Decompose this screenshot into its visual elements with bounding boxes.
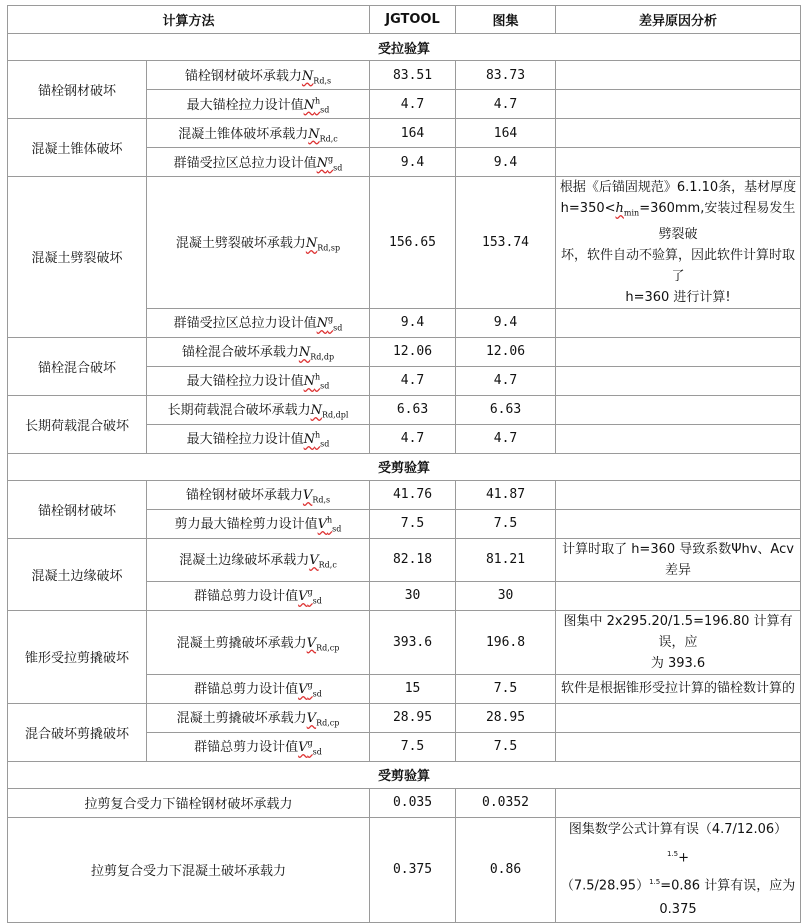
symbol-main: N xyxy=(316,155,329,171)
label-cell xyxy=(147,480,370,509)
symbol-main: V xyxy=(306,635,317,651)
label-text: 群锚受拉区总拉力设计值 xyxy=(173,316,317,332)
symbol-main: V xyxy=(309,553,319,569)
symbol-sup: g xyxy=(328,314,334,324)
label-cell xyxy=(147,610,370,674)
section-title-combined: 受剪验算 xyxy=(8,761,801,788)
formula-symbol xyxy=(307,636,340,651)
jgtool-value: 7.5 xyxy=(370,732,456,761)
symbol-sup: g xyxy=(307,587,313,597)
label-cell xyxy=(147,308,370,337)
analysis-cell xyxy=(556,366,801,395)
formula-symbol xyxy=(317,156,343,171)
analysis-cell xyxy=(556,480,801,509)
jgtool-value: 28.95 xyxy=(370,703,456,732)
label-text: 群锚总剪力设计值 xyxy=(194,589,299,605)
symbol-sub: Rd,c xyxy=(318,560,337,570)
analysis-cell xyxy=(556,817,801,923)
analysis-cell xyxy=(556,581,801,610)
symbol-sup: h xyxy=(315,96,321,106)
formula-symbol xyxy=(298,682,322,697)
analysis-cell xyxy=(556,395,801,424)
formula-symbol xyxy=(307,711,340,726)
symbol-main: N xyxy=(303,374,315,390)
formula-symbol xyxy=(308,127,338,142)
label-text: 群锚总剪力设计值 xyxy=(194,682,299,698)
label-cell xyxy=(147,703,370,732)
symbol-sub: Rd,s xyxy=(313,76,332,86)
analysis-cell xyxy=(556,788,801,817)
table-row xyxy=(8,61,801,90)
formula-symbol xyxy=(298,740,322,755)
category-cell: 锚栓混合破坏 xyxy=(8,337,147,395)
symbol-main: V xyxy=(298,682,308,698)
header-atlas: 图集 xyxy=(456,6,556,34)
symbol-sub: sd xyxy=(320,439,330,449)
analysis-cell xyxy=(556,177,801,309)
analysis-cell xyxy=(556,61,801,90)
jgtool-value: 30 xyxy=(370,581,456,610)
atlas-value: 4.7 xyxy=(456,366,556,395)
symbol-main: V xyxy=(298,740,308,756)
table-row xyxy=(8,119,801,148)
category-cell: 混合破坏剪撬破坏 xyxy=(8,703,147,761)
formula-symbol xyxy=(318,517,342,532)
label-text: 混凝土锥体破坏承载力 xyxy=(178,126,309,142)
label-text: 锚栓钢材破坏承载力 xyxy=(184,68,302,84)
label-text: 混凝土剪撬破坏承载力 xyxy=(176,635,307,651)
symbol-sub: sd xyxy=(312,689,322,699)
symbol-sub: Rd,dpl xyxy=(321,410,349,420)
atlas-value: 9.4 xyxy=(456,148,556,177)
symbol-sub: sd xyxy=(320,381,330,391)
symbol-sup: h xyxy=(315,430,321,440)
symbol-main: V xyxy=(306,711,317,727)
label-text: 最大锚栓拉力设计值 xyxy=(186,432,304,448)
symbol-sub: Rd,c xyxy=(319,134,338,144)
atlas-value: 4.7 xyxy=(456,90,556,119)
jgtool-value: 9.4 xyxy=(370,308,456,337)
jgtool-value: 41.76 xyxy=(370,480,456,509)
header-method: 计算方法 xyxy=(8,6,370,34)
symbol-main: h xyxy=(615,201,624,216)
table-row xyxy=(8,817,801,923)
atlas-value: 164 xyxy=(456,119,556,148)
note-exponent: 1.5 xyxy=(666,849,679,858)
label-cell xyxy=(147,61,370,90)
symbol-sup: h xyxy=(315,372,321,382)
note-fragment: （7.5/28.95） xyxy=(560,878,650,894)
label-cell xyxy=(147,90,370,119)
label-cell xyxy=(147,581,370,610)
label-cell xyxy=(147,424,370,453)
symbol-sub: min xyxy=(623,208,640,218)
analysis-cell xyxy=(556,337,801,366)
analysis-cell xyxy=(556,119,801,148)
atlas-value: 30 xyxy=(456,581,556,610)
atlas-value: 41.87 xyxy=(456,480,556,509)
note-line xyxy=(559,818,797,870)
symbol-sub: Rd,s xyxy=(312,495,331,505)
jgtool-value: 393.6 xyxy=(370,610,456,674)
atlas-value: 7.5 xyxy=(456,509,556,538)
symbol-sup: g xyxy=(307,680,313,690)
table-row xyxy=(8,395,801,424)
jgtool-value: 9.4 xyxy=(370,148,456,177)
symbol-sub: Rd,cp xyxy=(316,643,340,653)
formula-symbol xyxy=(304,432,330,447)
note-line: h=360 进行计算! xyxy=(625,289,731,305)
label-cell xyxy=(147,674,370,703)
note-line: 图集中 2x295.20/1.5=196.80 计算有误，应 xyxy=(563,613,793,650)
table-row xyxy=(8,337,801,366)
note-line: 根据《后锚固规范》6.1.10条，基材厚度 xyxy=(559,180,797,195)
symbol-sub: Rd,cp xyxy=(316,718,340,728)
jgtool-value: 4.7 xyxy=(370,90,456,119)
formula-symbol xyxy=(309,553,337,568)
category-cell: 锚栓钢材破坏 xyxy=(8,480,147,538)
symbol-main: N xyxy=(316,316,329,332)
jgtool-value: 15 xyxy=(370,674,456,703)
symbol-sup: g xyxy=(328,154,334,164)
label-text: 锚栓钢材破坏承载力 xyxy=(185,488,303,504)
label-text: 混凝土剪撬破坏承载力 xyxy=(176,711,307,727)
jgtool-value: 156.65 xyxy=(370,177,456,309)
formula-symbol xyxy=(298,589,322,604)
note-fragment: 图集数学公式计算有误（4.7/12.06） xyxy=(568,821,788,837)
symbol-main: N xyxy=(301,68,314,84)
label-text: 混凝土边缘破坏承载力 xyxy=(179,553,310,569)
analysis-cell xyxy=(556,703,801,732)
jgtool-value: 4.7 xyxy=(370,424,456,453)
header-row xyxy=(8,6,801,34)
symbol-sub: sd xyxy=(333,163,343,173)
symbol-main: V xyxy=(302,488,313,504)
symbol-main: V xyxy=(317,517,328,533)
symbol-sub: sd xyxy=(312,596,322,606)
symbol-sub: Rd,dp xyxy=(310,352,335,362)
table-row xyxy=(8,703,801,732)
symbol-main: N xyxy=(303,97,315,113)
formula-symbol xyxy=(306,236,340,251)
formula-symbol xyxy=(616,201,640,216)
formula-symbol xyxy=(304,98,330,113)
symbol-sub: sd xyxy=(333,323,343,333)
analysis-cell: 计算时取了 h=360 导致系数Ψhv、Acv差异 xyxy=(556,538,801,581)
label-cell xyxy=(147,177,370,309)
category-cell: 锚栓钢材破坏 xyxy=(8,61,147,119)
jgtool-value: 0.375 xyxy=(370,817,456,923)
comparison-table xyxy=(7,5,801,923)
analysis-cell xyxy=(556,509,801,538)
label-text: 群锚受拉区总拉力设计值 xyxy=(173,155,317,171)
atlas-value: 0.86 xyxy=(456,817,556,923)
symbol-sub: sd xyxy=(320,105,330,115)
label-cell xyxy=(147,337,370,366)
note-exponent: 1.5 xyxy=(649,877,661,886)
note-line: 坏，软件自动不验算，因此软件计算时取了 xyxy=(561,247,796,284)
atlas-value: 0.0352 xyxy=(456,788,556,817)
label-text: 最大锚栓拉力设计值 xyxy=(186,97,304,113)
analysis-cell: 软件是根据锥形受拉计算的锚栓数计算的 xyxy=(556,674,801,703)
note-line xyxy=(559,870,797,922)
atlas-value: 7.5 xyxy=(456,732,556,761)
atlas-value: 12.06 xyxy=(456,337,556,366)
symbol-main: N xyxy=(310,403,322,419)
label-text: 长期荷载混合破坏承载力 xyxy=(167,403,311,419)
table-row xyxy=(8,538,801,581)
category-cell: 混凝土边缘破坏 xyxy=(8,538,147,610)
symbol-sub: sd xyxy=(312,747,322,757)
label-cell xyxy=(147,148,370,177)
jgtool-value: 83.51 xyxy=(370,61,456,90)
table-row xyxy=(8,480,801,509)
formula-symbol xyxy=(304,374,330,389)
formula-symbol xyxy=(302,69,331,84)
formula-symbol xyxy=(303,488,330,503)
note-line xyxy=(559,198,797,245)
label-text: 锚栓混合破坏承载力 xyxy=(181,345,299,361)
formula-symbol xyxy=(311,403,349,418)
jgtool-value: 7.5 xyxy=(370,509,456,538)
header-jgtool: JGTOOL xyxy=(370,6,456,34)
analysis-cell xyxy=(556,90,801,119)
header-analysis: 差异原因分析 xyxy=(556,6,801,34)
atlas-value: 81.21 xyxy=(456,538,556,581)
jgtool-value: 82.18 xyxy=(370,538,456,581)
symbol-sup: g xyxy=(307,738,313,748)
section-row xyxy=(8,453,801,480)
analysis-cell xyxy=(556,610,801,674)
label-text: 群锚总剪力设计值 xyxy=(194,740,299,756)
table-row xyxy=(8,610,801,674)
section-title-tension: 受拉验算 xyxy=(8,34,801,61)
jgtool-value: 164 xyxy=(370,119,456,148)
atlas-value: 7.5 xyxy=(456,674,556,703)
analysis-cell xyxy=(556,424,801,453)
atlas-value: 6.63 xyxy=(456,395,556,424)
section-title-shear: 受剪验算 xyxy=(8,453,801,480)
formula-symbol xyxy=(299,345,334,360)
analysis-cell xyxy=(556,148,801,177)
analysis-cell xyxy=(556,308,801,337)
label-cell xyxy=(147,732,370,761)
label-text: 最大锚栓拉力设计值 xyxy=(186,374,304,390)
note-fragment: + xyxy=(678,849,690,865)
analysis-cell xyxy=(556,732,801,761)
symbol-main: N xyxy=(303,432,315,448)
symbol-main: V xyxy=(298,589,308,605)
atlas-value: 4.7 xyxy=(456,424,556,453)
category-cell: 混凝土锥体破坏 xyxy=(8,119,147,177)
label-cell xyxy=(147,509,370,538)
category-cell: 长期荷载混合破坏 xyxy=(8,395,147,453)
jgtool-value: 4.7 xyxy=(370,366,456,395)
section-row xyxy=(8,34,801,61)
jgtool-value: 12.06 xyxy=(370,337,456,366)
atlas-value: 83.73 xyxy=(456,61,556,90)
atlas-value: 28.95 xyxy=(456,703,556,732)
section-row xyxy=(8,761,801,788)
label-cell xyxy=(147,366,370,395)
label-text: 剪力最大锚栓剪力设计值 xyxy=(174,517,318,533)
table-row xyxy=(8,788,801,817)
symbol-main: N xyxy=(305,236,318,251)
formula-symbol xyxy=(317,316,343,331)
symbol-sup: h xyxy=(327,515,333,525)
note-fragment: =360mm,安装过程易发生劈裂破 xyxy=(639,201,796,242)
symbol-main: N xyxy=(298,345,311,361)
atlas-value: 153.74 xyxy=(456,177,556,309)
category-cell: 混凝土劈裂破坏 xyxy=(8,177,147,338)
symbol-sub: Rd,sp xyxy=(317,243,341,253)
label-cell xyxy=(147,119,370,148)
atlas-value: 9.4 xyxy=(456,308,556,337)
label-cell: 拉剪复合受力下锚栓钢材破坏承载力 xyxy=(8,788,370,817)
label-cell xyxy=(147,538,370,581)
note-fragment: =0.86 计算有误，应为 0.375 xyxy=(659,878,796,918)
symbol-main: N xyxy=(308,126,320,142)
jgtool-value: 6.63 xyxy=(370,395,456,424)
label-cell xyxy=(147,395,370,424)
jgtool-value: 0.035 xyxy=(370,788,456,817)
note-line: 为 393.6 xyxy=(650,655,706,671)
category-cell: 锥形受拉剪撬破坏 xyxy=(8,610,147,703)
symbol-sub: sd xyxy=(332,524,342,534)
note-fragment: h=350< xyxy=(560,201,616,216)
atlas-value: 196.8 xyxy=(456,610,556,674)
label-cell: 拉剪复合受力下混凝土破坏承载力 xyxy=(8,817,370,923)
table-row xyxy=(8,177,801,309)
label-text: 混凝土劈裂破坏承载力 xyxy=(175,236,306,251)
